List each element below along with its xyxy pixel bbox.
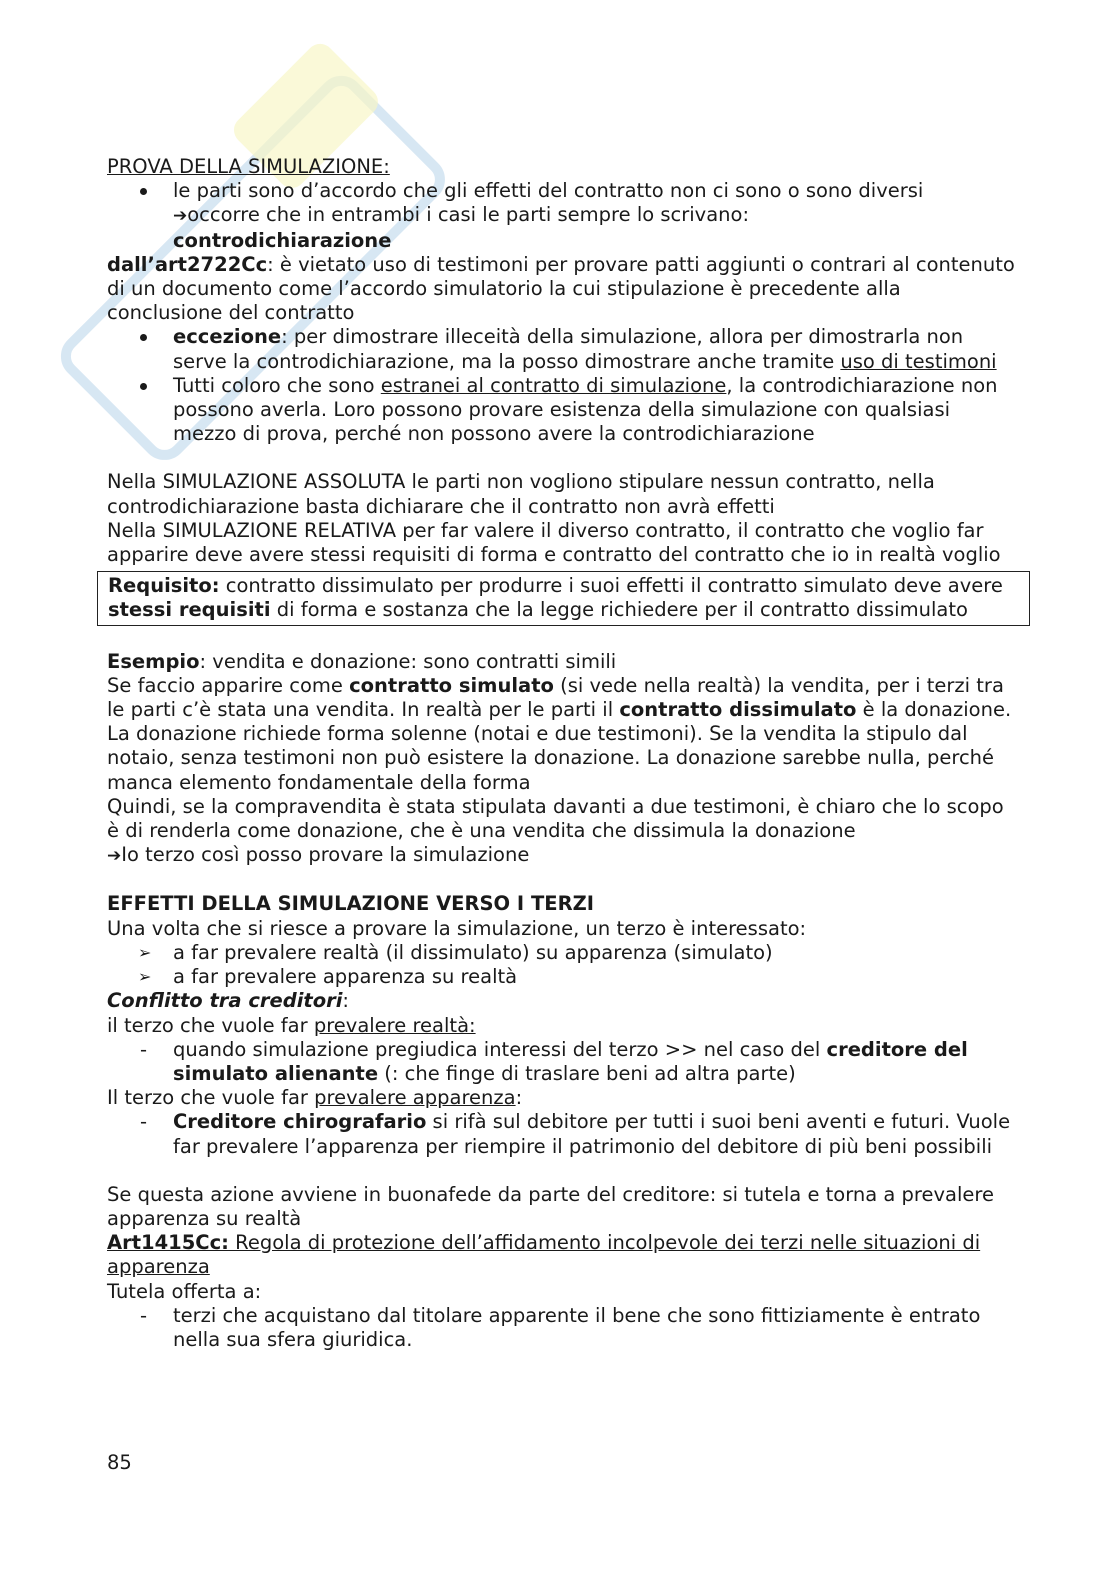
dash-list-2 xyxy=(107,1110,1017,1158)
list-item: Tutti coloro che sono estranei al contratto di simulazione, la controdichiarazione non possono averla. Loro possono provare esistenza della simulazione con qualsiasi mezzo di prova, perché non possono avere la controdichiarazione xyxy=(107,374,1017,447)
paragraph-esempio: Esempio: vendita e donazione: sono contratti simili xyxy=(107,649,617,673)
list-item: le parti sono d’accordo che gli effetti del contratto non ci sono o sono diversi ➔occorre che in entrambi i casi le parti sempre lo scrivano: controdichiarazione xyxy=(107,179,1017,253)
paragraph-art2722: dall’art2722Cc: è vietato uso di testimoni per provare patti aggiunti o contrari al contenuto di un documento come l’accordo simulatorio la cui stipulazione è precedente alla conclusione del contratto xyxy=(107,252,1015,325)
document-page xyxy=(107,155,1017,1352)
paragraph-terzo: ➔Io terzo così posso provare la simulazione xyxy=(107,843,530,867)
paragraph-art1415: Art1415Cc: Regola di protezione dell’affidamento incolpevole dei terzi nelle situazioni di apparenza xyxy=(107,1231,981,1279)
arrow-right-icon: ➔ xyxy=(173,206,188,227)
paragraph-intro: Una volta che si riesce a provare la simulazione, un terzo è interessato: xyxy=(107,916,807,940)
heading-conflitto: Conflitto tra creditori: xyxy=(107,989,349,1013)
section-title-prova: PROVA DELLA SIMULAZIONE: xyxy=(107,155,390,178)
paragraph-prevalere-apparenza: Il terzo che vuole far prevalere apparenza: xyxy=(107,1086,523,1110)
paragraph-prevalere-realta: il terzo che vuole far prevalere realtà: xyxy=(107,1013,476,1037)
arrow-right-icon: ➔ xyxy=(107,846,122,867)
list-item: ➢ a far prevalere apparenza su realtà xyxy=(138,965,518,989)
dash-list-1 xyxy=(107,1038,1017,1086)
page-number: 85 xyxy=(107,1451,132,1474)
bullet-list-1 xyxy=(107,179,1017,253)
bullet-list-2 xyxy=(107,325,1017,446)
list-item: eccezione: per dimostrare illeceità della simulazione, allora per dimostrarla non serve la controdichiarazione, ma la posso dimostrare anche tramite uso di testimoni xyxy=(107,325,1017,373)
list-item: - Creditore chirografario si rifà sul debitore per tutti i suoi beni aventi e futuri. Vuole far prevalere l’apparenza per riempire il patrimonio del debitore di più beni possibili xyxy=(107,1110,1017,1158)
requisito-box: Requisito: contratto dissimulato per produrre i suoi effetti il contratto simulato deve avere stessi requisiti di forma e sostanza che la legge richiedere per il contratto dissimulato xyxy=(97,571,1030,625)
section-title-effetti: EFFETTI DELLA SIMULAZIONE VERSO I TERZI xyxy=(107,892,594,916)
paragraph-simulazione-relativa: Nella SIMULAZIONE RELATIVA per far valere il diverso contratto, il contratto che voglio far apparire deve avere stessi requisiti di forma e contratto del contratto che io in realtà voglio xyxy=(107,518,1001,567)
dash-list-3 xyxy=(107,1304,1017,1352)
list-item: - terzi che acquistano dal titolare apparente il bene che sono fittiziamente è entrato nella sua sfera giuridica. xyxy=(107,1304,1017,1352)
paragraph-tutela: Tutela offerta a: xyxy=(107,1279,262,1303)
arrow-list xyxy=(107,941,1017,989)
paragraph-esempio-body: Se faccio apparire come contratto simulato (si vede nella realtà) la vendita, per i terzi tra le parti c’è stata una vendita. In realtà per le parti il contratto dissimulato è la donazione. La donazione richiede forma solenne (notai e due testimoni). Se la vendita la stipulo dal notaio, senza testimoni non può esistere la donazione. La donazione sarebbe nulla, perché manca elemento fondamentale della forma xyxy=(107,673,1012,794)
paragraph-simulazione-assoluta: Nella SIMULAZIONE ASSOLUTA le parti non vogliono stipulare nessun contratto, nella controdichiarazione basta dichiarare che il contratto non avrà effetti xyxy=(107,470,935,518)
paragraph-buonafede: Se questa azione avviene in buonafede da parte del creditore: si tutela e torna a prevalere apparenza su realtà xyxy=(107,1182,995,1230)
list-item: - quando simulazione pregiudica interessi del terzo >> nel caso del creditore del simulato alienante (: che finge di traslare beni ad altra parte) xyxy=(107,1038,1017,1086)
paragraph-quindi: Quindi, se la compravendita è stata stipulata davanti a due testimoni, è chiaro che lo scopo è di renderla come donazione, che è una vendita che dissimula la donazione xyxy=(107,794,1004,843)
list-item: ➢ a far prevalere realtà (il dissimulato) su apparenza (simulato) xyxy=(138,940,773,964)
arrowhead-icon: ➢ xyxy=(138,967,152,987)
arrowhead-icon: ➢ xyxy=(138,942,152,962)
